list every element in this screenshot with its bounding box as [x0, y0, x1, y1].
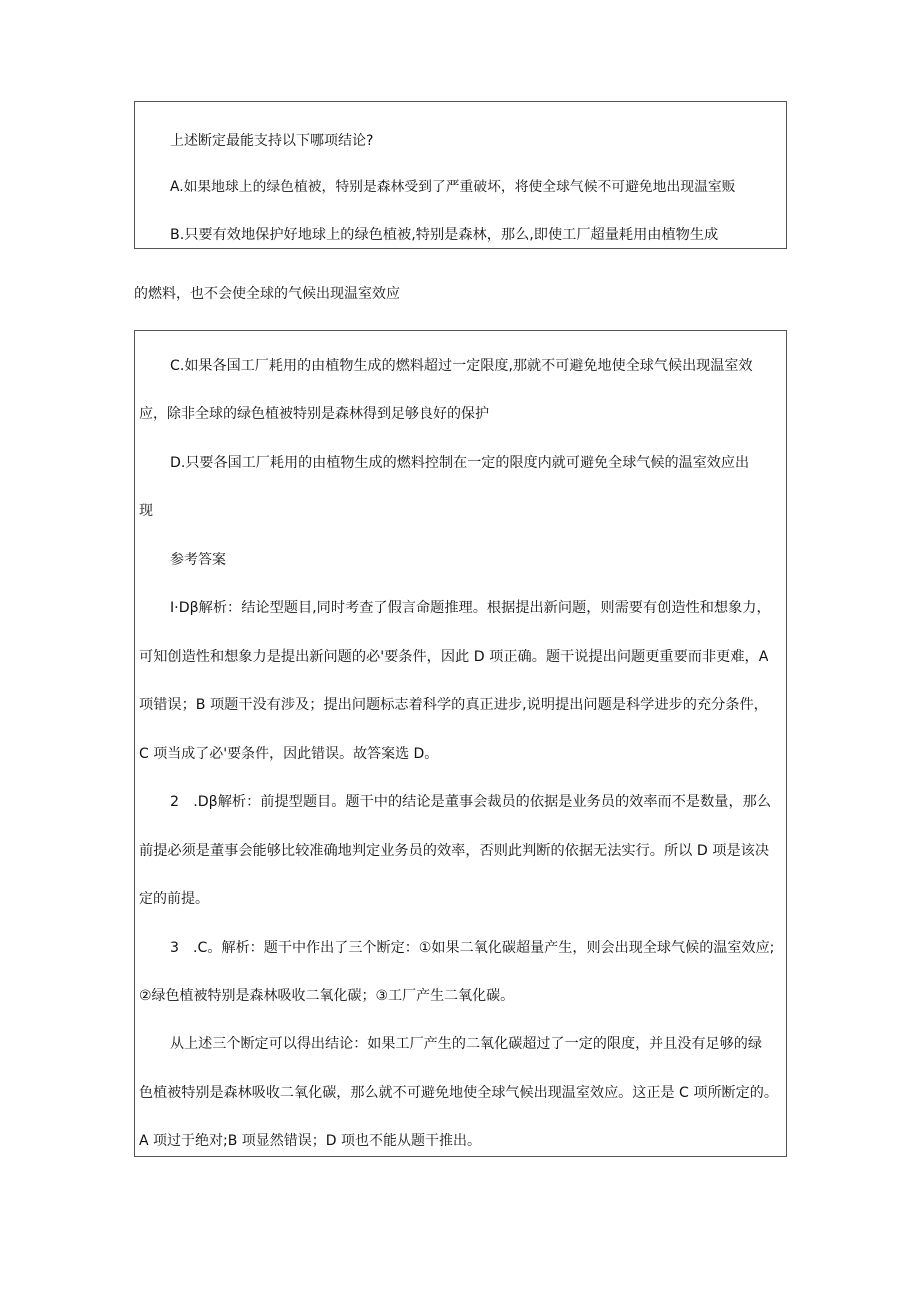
answer-box [134, 330, 787, 1157]
option-d-part2: 现 [139, 503, 153, 519]
answer-3-line1: 3 .C。解析：题干中作出了三个断定：①如果二氧化碳超量产生，则会出现全球气候的温室效应; [170, 940, 775, 956]
answer-3-line4: 色植被特别是森林吸收二氧化碳，那么就不可避免地使全球气候出现温室效应。这正是 C 项所断定的。 [139, 1085, 778, 1101]
answer-1-line3: 项错误；B 项题干没有涉及；提出问题标志着科学的真正进步,说明提出问题是科学进步的充分条件， [139, 697, 768, 713]
answer-1-line1: I·Dβ解析：结论型题目,同时考查了假言命题推理。根据提出新问题，则需要有创造性和想象力， [170, 600, 771, 616]
answer-2-line3: 定的前提。 [139, 891, 209, 907]
question-box [134, 101, 787, 249]
option-b-part2: 的燃料，也不会使全球的气候出现温室效应 [134, 286, 400, 302]
answer-1-line2: 可知创造性和想象力是提出新问题的必'要条件，因此 D 项正确。题干说提出问题更重要而非更难，A [139, 649, 769, 665]
question-stem: 上述断定最能支持以下哪项结论? [170, 133, 374, 149]
option-d-part1: D.只要各国工厂耗用的由植物生成的燃料控制在一定的限度内就可避免全球气候的温室效应出 [170, 455, 750, 471]
option-a: A.如果地球上的绿色植被，特别是森林受到了严重破坏，将使全球气候不可避免地出现温室贩 [170, 179, 736, 195]
reference-answer-heading: 参考答案 [170, 552, 226, 568]
answer-1-line4: C 项当成了必'要条件，因此错误。故答案选 D。 [139, 746, 439, 762]
answer-3-line2: ②绿色植被特别是森林吸收二氧化碳；③工厂产生二氧化碳。 [139, 988, 515, 1004]
answer-3-line3: 从上述三个断定可以得出结论：如果工厂产生的二氧化碳超过了一定的限度，并且没有足够的绿 [170, 1036, 762, 1052]
answer-2-line2: 前提必须是董事会能够比较准确地判定业务员的效率，否则此判断的依据无法实行。所以 D 项是该决 [139, 843, 770, 859]
option-b-part1: B.只要有效地保护好地球上的绿色植被,特别是森林，那么,即使工厂超量耗用由植物生成 [170, 227, 719, 243]
option-c-part1: C.如果各国工厂耗用的由植物生成的燃料超过一定限度,那就不可避免地使全球气候出现温室效 [170, 358, 753, 374]
answer-2-line1: 2 .Dβ解析：前提型题目。题干中的结论是董事会裁员的依据是业务员的效率而不是数量，那么 [170, 794, 772, 810]
answer-3-line5: A 项过于绝对;B 项显然错误；D 项也不能从题干推出。 [139, 1133, 482, 1149]
option-c-part2: 应，除非全球的绿色植被特别是森林得到足够良好的保护 [139, 406, 489, 422]
